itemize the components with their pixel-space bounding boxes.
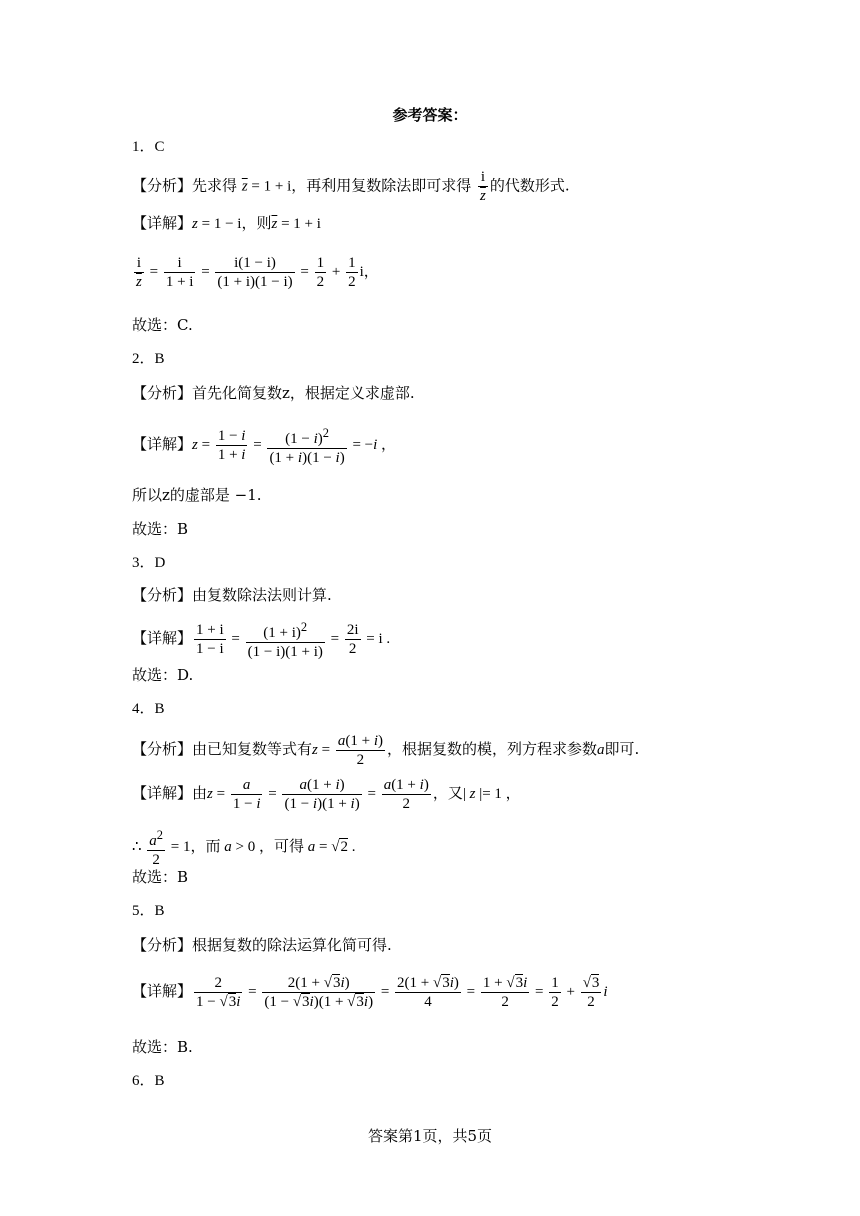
detail-label: 【详解】 [132,628,193,647]
q4-detail-a: 由 [192,783,208,802]
analysis-label: 【分析】 [132,586,193,604]
q4-derivation: ∴ $\frac{a^2}{2}$ = 1，而 a > 0 ，可得 a = √2 . [132,828,356,868]
q1-math-z: z = 1 − i [192,216,242,232]
detail-label: 【详解】 [132,981,193,1000]
detail-label: 【详解】 [132,214,193,232]
q4-detail: 【详解】由z = $\frac{a}{1 - i}$ = $\frac{a(1 + i)}{(1 - i)(1 + i)}$ = $\frac{a(1 + i)}{2}$ ，又| z |= 1 ， [132,777,521,812]
q3-answer: 3．D [132,555,166,571]
q1-fraction-i-over-zbar: $\frac{i}{z}$ [480,169,486,204]
q1-answer: 1．C [132,139,165,155]
page-footer: 答案第1页，共5页 [367,1127,493,1145]
q1-detail-then: ，则 [241,214,272,232]
q5-analysis-text: 根据复数的除法运算化简可得. [192,936,392,954]
q2-conclusion: 所以z的虚部是 −1. [132,486,262,504]
q2-answer: 2．B [132,351,165,367]
q4-detail-c: 而 [205,836,221,855]
q1-choice: 故选：C. [132,316,193,334]
q2-analysis-text: 首先化简复数z，根据定义求虚部. [192,384,415,402]
q1-math-zbar2: $\overline{z} = 1 + i$ [271,216,321,232]
q1-detail [132,212,321,235]
q6-answer: 6．B [132,1073,165,1089]
analysis-label: 【分析】 [132,384,193,402]
q4-answer: 4．B [132,701,165,717]
q1-analysis-c: 的代数形式. [489,176,570,195]
analysis-label: 【分析】 [132,739,193,758]
q4-choice: 故选：B [132,868,189,886]
q5-answer: 5．B [132,903,165,919]
q4-analysis-c: 即可. [604,739,640,758]
page-title: 参考答案： [392,106,468,124]
q5-detail: 【详解】 $\frac{2}{1 - √3i}$ = $\frac{2(1 + √3i)}{(1 - √3i)(1 + √3i)}$ = $\frac{2(1 + √3i)}{4}$ = $\frac{1 + √3i}{2}$ = $\frac{1}{2}$ + $\frac{√3}{2}$ i [132,975,608,1010]
detail-label: 【详解】 [132,783,193,802]
q4-analysis: 【分析】由已知复数等式有z = $\frac{a(1 + i)}{2}$ ，根据复数的模，列方程求参数a即可. [132,733,640,768]
q3-detail: 【详解】 $\frac{1 + i}{1 - i}$ = $\frac{(1 + i)^2}{(1 - i)(1 + i)}$ = $\frac{2i}{2}$ = i . [132,620,391,660]
q5-choice: 故选：B. [132,1038,193,1056]
q4-analysis-a: 由已知复数等式有 [192,739,313,758]
analysis-label: 【分析】 [132,176,193,195]
detail-label: 【详解】 [132,434,193,453]
q5-analysis [132,934,392,956]
q4-analysis-b: ，根据复数的模，列方程求参数 [386,739,597,758]
q1-math-zbar: $\overline{z} = 1 + i$ [241,178,292,195]
q1-analysis-a: 先求得 [192,176,238,195]
q3-analysis-text: 由复数除法法则计算. [192,586,332,604]
q2-detail: 【详解】z = $\frac{1 - i}{1 + i}$ = $\frac{(1 - i)^2}{(1 + i)(1 - i)}$ = −i ， [132,426,397,466]
q1-analysis-b: ，再利用复数除法即可求得 [291,176,472,195]
q1-equation: $\frac{i}{z}$ = $\frac{i}{1 + i}$ = $\frac{i(1 - i)}{(1 + i)(1 - i)}$ = $\frac{1}{2}$ + $\frac{1}{2}$ i， [136,255,379,290]
q2-analysis [132,382,415,404]
q2-choice: 故选：B [132,520,189,538]
q4-detail-b: ，又 [432,783,463,802]
analysis-label: 【分析】 [132,936,193,954]
q3-choice: 故选：D. [132,666,194,684]
q4-detail-d: ，可得 [259,836,305,855]
q3-analysis [132,584,332,606]
q1-analysis [132,168,570,205]
